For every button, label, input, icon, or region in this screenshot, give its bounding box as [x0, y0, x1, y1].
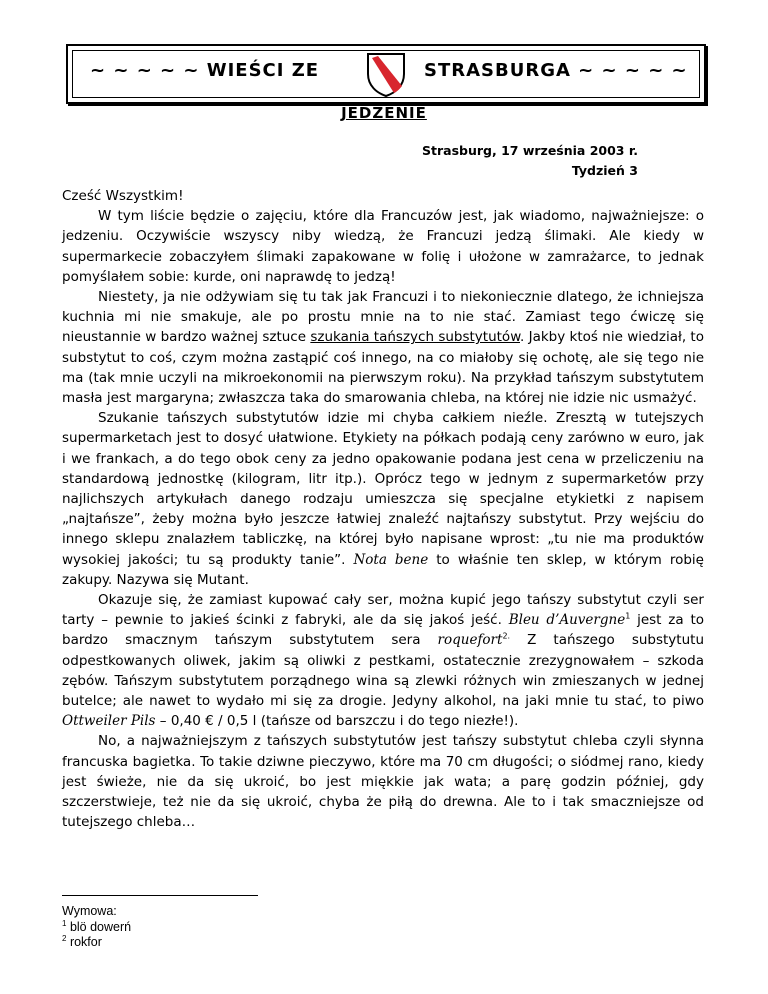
footnote-ref-2: 2. — [502, 631, 511, 641]
footnote-mark-2: 2 — [62, 933, 67, 943]
paragraph-4-text-d: – 0,40 € / 0,5 l (tańsze od barszczu i do tego niezłe!). — [155, 713, 519, 730]
paragraph-2-text-a: Niestety, ja nie odżywiam się tu tak jak Francuzi i to niekoniecznie dlatego, że ichniejsza kuchnia mi nie smakuje, ale po prostu mnie na to nie stać. Zamiast tego ćwiczę się nieustannie w bardzo ważnej sztuce — [62, 289, 704, 346]
footnote-mark-1: 1 — [62, 918, 67, 928]
footnotes-heading: Wymowa: — [62, 904, 117, 918]
paragraph-4-text-b: jest za to bardzo smacznym tańszym substytutem sera — [62, 612, 704, 649]
greeting: Cześć Wszystkim! — [62, 188, 184, 204]
paragraph-2-text-b: . Jakby ktoś nie wiedział, to substytut to coś, czym można zastąpić coś innego, na co miałoby się ochotę, ale się tego nie ma (tak mnie uczyli na mikroekonomii na pierwszym roku). Na przykład tańszym substytutem masła jest margaryna; zwłaszcza taka do smarowania chleba, na której nie idzie nic usmażyć. — [62, 329, 704, 407]
section-title-text: JEDZENIE — [341, 104, 427, 122]
footnote-1 — [62, 920, 131, 936]
dateline — [422, 141, 638, 181]
paragraph-1: W tym liście będzie o zajęciu, które dla Francuzów jest, jak wiadomo, najważniejsze: o jedzeniu. Oczywiście wszyscy niby wiedzą, że Francuzi jedzą ślimaki. Ale kiedy w supermarkecie zobaczyłem ślimaki zapakowane w folię i ułożone w zamrażarce, to jednak pomyślałem sobie: kurde, oni naprawdę to jedzą! — [62, 208, 704, 285]
paragraph-4-text-c: Z tańszego substytutu odpestkowanych oliwek, jakim są oliwki z pestkami, ostatecznie zrezygnowałem – szkoda zębów. Tańszym substytutem porządnego wina są zlewki różnych win zmieszanych w jednej butelce; ale nawet to wydało mi się za drogie. Jedyny alkohol, na jaki mnie tu stać, to piwo — [62, 632, 704, 710]
cheese-name-roquefort: roquefort — [437, 632, 503, 649]
newsletter-banner — [66, 44, 706, 104]
banner-title-right: STRASBURGA ~ ~ ~ ~ ~ — [424, 60, 688, 81]
paragraph-3 — [62, 408, 704, 590]
place-date: Strasburg, 17 września 2003 r. — [422, 143, 638, 158]
paragraph-2 — [62, 287, 704, 408]
paragraph-3-text-a: Szukanie tańszych substytutów idzie mi chyba całkiem nieźle. Zresztą w tutejszych supermarketach jest to dosyć ułatwione. Etykiety na półkach podają ceny zarówno w euro, jak i we frankach, a do tego obok ceny za jedno opakowanie podana jest cena w przeliczeniu na standardową jednostkę (kilogram, litr itp.). Oprócz tego w jednym z supermarketów przy najlichszych artykułach danego rodzaju umieszcza się specjalne etykietki z napisem „najtańsze”, żeby można było jeszcze łatwiej znaleźć najtańszy substytut. Przy wejściu do innego sklepu znalazłem tabliczkę, na której było napisane wprost: „tu nie ma produktów wysokiej jakości; tu są produkty tanie”. — [62, 410, 704, 568]
banner-title-left: ~ ~ ~ ~ ~ WIEŚCI ZE — [90, 60, 320, 81]
nota-bene: Nota bene — [353, 551, 429, 568]
paragraph-3-text-b: to właśnie ten sklep, w którym robię zakupy. Nazywa się Mutant. — [62, 551, 704, 588]
footnote-text-2: rokfor — [69, 935, 102, 949]
paragraph-4 — [62, 590, 704, 731]
strasbourg-crest-icon — [364, 50, 408, 98]
footnote-text-1: blö dowerń — [69, 919, 132, 934]
underlined-phrase: szukania tańszych substytutów — [310, 329, 520, 346]
beer-name: Ottweiler Pils — [62, 713, 156, 730]
footnote-2 — [62, 935, 131, 951]
paragraph-5: No, a najważniejszym z tańszych substytutów jest tańszy substytut chleba czyli słynna francuska bagietka. To takie dziwne pieczywo, które ma 70 cm długości; o siódmej rano, kiedy jest świeże, nie da się ukroić, bo jest miękkie jak wata; a parę godzin później, gdy szczerstwieje, też nie da się ukroić, chyba że piłą do drewna. Ale to i tak smaczniejsze od tutejszego chleba… — [62, 733, 704, 831]
footnote-ref-1: 1 — [625, 611, 631, 621]
footnote-divider — [62, 895, 258, 896]
footnotes — [62, 904, 131, 951]
letter-body — [62, 186, 704, 833]
section-title — [0, 104, 768, 122]
week-number: Tydzień 3 — [571, 163, 638, 178]
paragraph-4-text-a: Okazuje się, że zamiast kupować cały ser, można kupić jego tańszy substytut czyli ser tarty – pewnie to jakieś ścinki z fabryki, ale da się jakoś jeść. — [62, 592, 704, 629]
cheese-name-bleu: Bleu d’Auvergne — [508, 612, 626, 629]
